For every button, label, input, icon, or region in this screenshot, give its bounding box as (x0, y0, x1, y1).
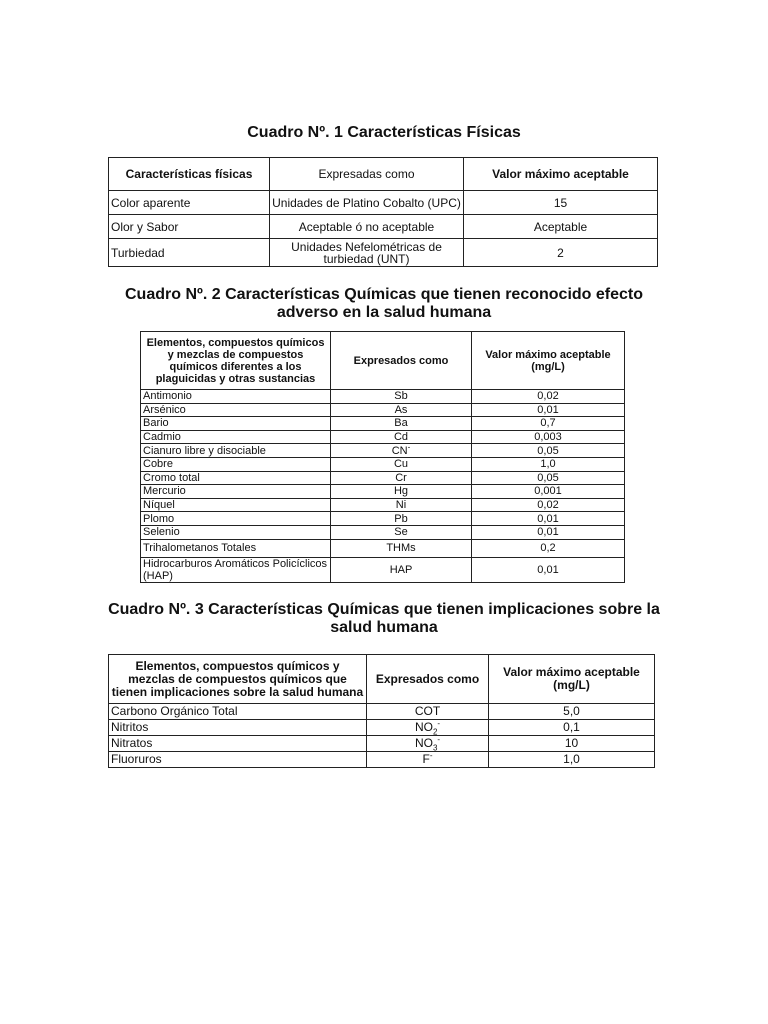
header-cell: Elementos, compuestos químicos y mezclas de compuestos químicos diferentes a los plaguicidas y otras sustancias (141, 332, 331, 390)
table-row (141, 430, 625, 444)
table-cell: Trihalometanos Totales (141, 539, 331, 557)
table-row (141, 485, 625, 499)
table-cell: 0,001 (472, 485, 625, 499)
formula: NO (414, 736, 433, 750)
subscript: 2 (432, 727, 438, 736)
table-cell: 0,01 (472, 512, 625, 526)
table-row (141, 539, 625, 557)
charge: - (437, 735, 441, 744)
formula: NO (414, 720, 433, 734)
charge: - (429, 751, 433, 760)
table-row (109, 215, 658, 239)
table-row (141, 457, 625, 471)
table-cell: Cianuro libre y disociable (141, 444, 331, 458)
table-cell: Nitritos (109, 720, 367, 736)
table-cell: Cu (331, 457, 472, 471)
table-row (141, 557, 625, 582)
charge: - (407, 443, 411, 452)
table-row (109, 239, 658, 267)
table-cell: Cadmio (141, 430, 331, 444)
table-cell: Carbono Orgánico Total (109, 704, 367, 720)
table-cell: Unidades Nefelométricas de turbiedad (UNT) (270, 239, 464, 267)
table-row (109, 720, 655, 736)
table-cell: Cd (331, 430, 472, 444)
table-cell (367, 736, 489, 752)
table-cell: Ba (331, 417, 472, 431)
formula: F (422, 752, 430, 766)
table-cell: Cr (331, 471, 472, 485)
table-cell: 0,01 (472, 403, 625, 417)
table-cell: Antimonio (141, 390, 331, 404)
table-cell (367, 720, 489, 736)
table-row (109, 752, 655, 768)
table-cell: 5,0 (489, 704, 655, 720)
table-row (141, 471, 625, 485)
table-cell (367, 752, 489, 768)
table-cell: Cromo total (141, 471, 331, 485)
table-cell: 0,01 (472, 525, 625, 539)
header-cell: Características físicas (109, 158, 270, 191)
table-row (109, 704, 655, 720)
table-cell: 0,02 (472, 390, 625, 404)
table-cell: COT (367, 704, 489, 720)
table-row (141, 512, 625, 526)
table-cell: 0,01 (472, 557, 625, 582)
table-cell: Nitratos (109, 736, 367, 752)
table-header-row (109, 655, 655, 704)
table-cell: Unidades de Platino Cobalto (UPC) (270, 191, 464, 215)
table-cell: 0,1 (489, 720, 655, 736)
header-cell: Expresadas como (270, 158, 464, 191)
table-cell: THMs (331, 539, 472, 557)
table3-title: Cuadro Nº. 3 Características Químicas que tienen implicaciones sobre la salud humana (108, 601, 660, 636)
table-row (141, 498, 625, 512)
table-cell: Turbiedad (109, 239, 270, 267)
table-cell: Mercurio (141, 485, 331, 499)
table-row (141, 390, 625, 404)
header-cell: Valor máximo aceptable (464, 158, 658, 191)
table-cell: Cobre (141, 457, 331, 471)
table-cell (331, 444, 472, 458)
table-cell: 1,0 (472, 457, 625, 471)
table-row (109, 736, 655, 752)
table-cell: Plomo (141, 512, 331, 526)
table-cell: 0,05 (472, 444, 625, 458)
table-cell: Fluoruros (109, 752, 367, 768)
table-cell: As (331, 403, 472, 417)
table-cell: Arsénico (141, 403, 331, 417)
table-cell: Aceptable ó no aceptable (270, 215, 464, 239)
table-cell: Pb (331, 512, 472, 526)
table-cell: 1,0 (489, 752, 655, 768)
table-cell: Color aparente (109, 191, 270, 215)
table-cell: 2 (464, 239, 658, 267)
header-cell: Valor máximo aceptable (mg/L) (489, 655, 655, 704)
table2 (140, 331, 625, 583)
table3 (108, 654, 655, 768)
table-cell: 15 (464, 191, 658, 215)
table-header-row (109, 158, 658, 191)
formula: CN (391, 444, 408, 457)
table1 (108, 157, 658, 267)
header-cell: Expresados como (331, 332, 472, 390)
table-cell: HAP (331, 557, 472, 582)
table-row (141, 417, 625, 431)
table-cell: Hg (331, 485, 472, 499)
table-cell: Hidrocarburos Aromáticos Policíclicos (HAP) (141, 557, 331, 582)
table2-title: Cuadro Nº. 2 Características Químicas que tienen reconocido efecto adverso en la salud humana (125, 286, 643, 321)
header-cell: Elementos, compuestos químicos y mezclas de compuestos químicos que tienen implicaciones sobre la salud humana (109, 655, 367, 704)
table-cell: Se (331, 525, 472, 539)
table-cell: Selenio (141, 525, 331, 539)
table-cell: Ni (331, 498, 472, 512)
charge: - (437, 719, 441, 728)
table-header-row (141, 332, 625, 390)
subscript: 3 (432, 743, 438, 752)
table-row (109, 191, 658, 215)
header-cell: Expresados como (367, 655, 489, 704)
table-cell: Níquel (141, 498, 331, 512)
table-cell: Bario (141, 417, 331, 431)
table-cell: 0,003 (472, 430, 625, 444)
table-cell: 0,7 (472, 417, 625, 431)
table-cell: 0,2 (472, 539, 625, 557)
table-cell: 10 (489, 736, 655, 752)
table-row (141, 403, 625, 417)
table-cell: Olor y Sabor (109, 215, 270, 239)
table-row (141, 444, 625, 458)
table-cell: Aceptable (464, 215, 658, 239)
table-row (141, 525, 625, 539)
table-cell: 0,02 (472, 498, 625, 512)
table-cell: Sb (331, 390, 472, 404)
table1-title: Cuadro Nº. 1 Características Físicas (247, 124, 521, 141)
header-cell: Valor máximo aceptable (mg/L) (472, 332, 625, 390)
table-cell: 0,05 (472, 471, 625, 485)
